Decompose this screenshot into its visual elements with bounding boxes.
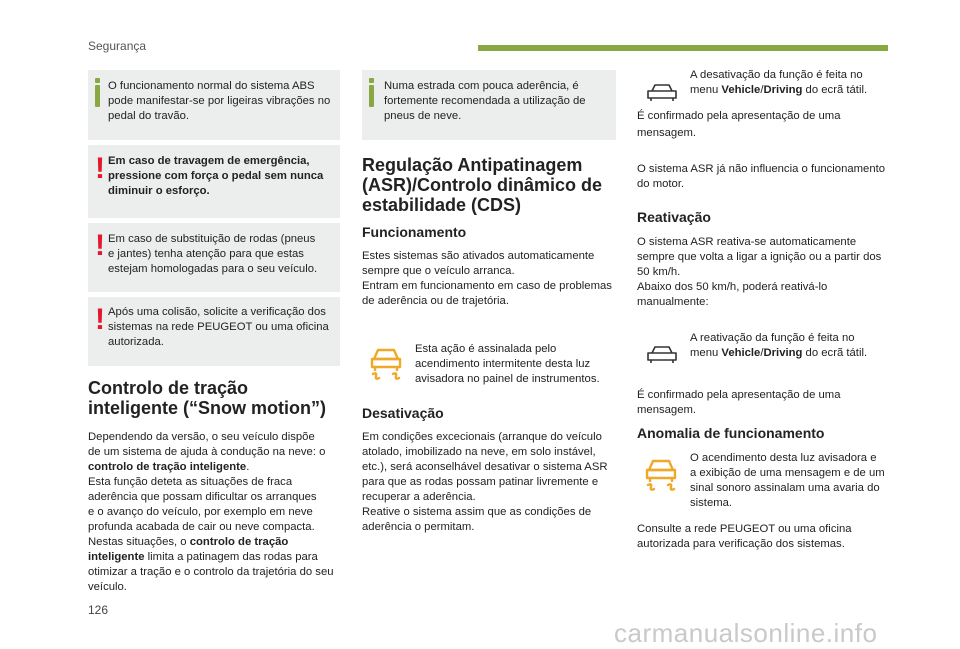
info-box-abs: O funcionamento normal do sistema ABS pode manifestar-se por ligeiras vibrações no pedal do travão. [88, 70, 340, 140]
indicator-text: Esta ação é assinalada pelo acendimento intermitente desta luz avisadora no painel de instrumentos. [415, 343, 600, 385]
anomalia-heading: Anomalia de funcionamento [637, 425, 825, 441]
desativacao-body: Em condições excecionais (arranque do veículo atolado, imobilizado na neve, em solo instável, etc.), será aconselhável desativar o sistema ASR para que as rodas possam patinar livremente e recuperar a aderência. Reative o sistema assim que as condições de aderência o permitam. [362, 431, 608, 533]
snow-motion-title: Controlo de tração inteligente (“Snow motion”) [88, 378, 326, 418]
reativacao-heading: Reativação [637, 209, 711, 225]
section-title: Segurança [88, 39, 147, 53]
car-icon [646, 345, 678, 365]
snow-motion-body: Dependendo da versão, o seu veículo dispõe de um sistema de ajuda à condução na neve: o controlo de tração inteligente. Esta função deteta as situações de fraca aderência que possam dificultar os arranques e o avanço do veículo, por exemplo em neve profunda acabada de cair ou neve compacta. Nestas situações, o controlo de tração inteligente limita a patinagem das rodas para otimizar a tração e o controlo da trajetória do seu veículo. [88, 431, 334, 593]
consult-text: Consulte a rede PEUGEOT ou uma oficina autorizada para verificação dos sistemas. [637, 523, 852, 550]
car-icon [646, 83, 678, 103]
warning-box-wheels: ! Em caso de substituição de rodas (pneus e jantes) tenha atenção para que estas estejam homologadas para o seu veículo. [88, 223, 340, 292]
warning-box-collision: ! Após uma colisão, solicite a verificação dos sistemas na rede PEUGEOT ou uma oficina autorizada. [88, 297, 340, 366]
asr-warning-light-icon [368, 345, 404, 385]
info-icon [369, 85, 374, 107]
watermark: carmanualsonline.info [614, 618, 878, 648]
reactivation-menu-text: A reativação da função é feita no menu Vehicle/Driving do ecrã tátil. [690, 332, 868, 359]
asr-warning-light-icon [643, 456, 679, 496]
confirmation-text-1: É confirmado pela apresentação de uma mensagem. [637, 110, 841, 139]
info-icon [95, 85, 100, 107]
anomalia-body: O acendimento desta luz avisadora e a exibição de uma mensagem e de um sinal sonoro assinalam uma avaria do sistema. [690, 452, 885, 509]
asr-cds-title: Regulação Antipatinagem (ASR)/Controlo dinâmico de estabilidade (CDS) [362, 155, 602, 215]
warning-icon: ! [95, 229, 105, 262]
warning-icon: ! [95, 303, 105, 336]
deactivation-menu-text: A desativação da função é feita no menu Vehicle/Driving do ecrã tátil. [690, 69, 868, 96]
section-bar [478, 45, 888, 51]
confirmation-text-2: É confirmado pela apresentação de uma mensagem. [637, 389, 841, 416]
warning-box-emergency-braking: ! Em caso de travagem de emergência, pressione com força o pedal sem nunca diminuir o esforço. [88, 145, 340, 218]
reativacao-body: O sistema ASR reativa-se automaticamente sempre que volta a ligar a ignição ou a partir dos 50 km/h. Abaixo dos 50 km/h, poderá reativá-lo manualmente: [637, 236, 882, 308]
page-number: 126 [88, 603, 109, 617]
asr-off-text: O sistema ASR já não influencia o funcionamento do motor. [637, 163, 886, 190]
info-box-snow-tyres: Numa estrada com pouca aderência, é fortemente recomendada a utilização de pneus de neve. [362, 70, 616, 140]
desativacao-heading: Desativação [362, 405, 444, 421]
funcionamento-heading: Funcionamento [362, 224, 467, 240]
funcionamento-body: Estes sistemas são ativados automaticamente sempre que o veículo arranca. Entram em funcionamento em caso de problemas de aderência ou de trajetória. [362, 250, 612, 307]
warning-icon: ! [95, 152, 105, 185]
